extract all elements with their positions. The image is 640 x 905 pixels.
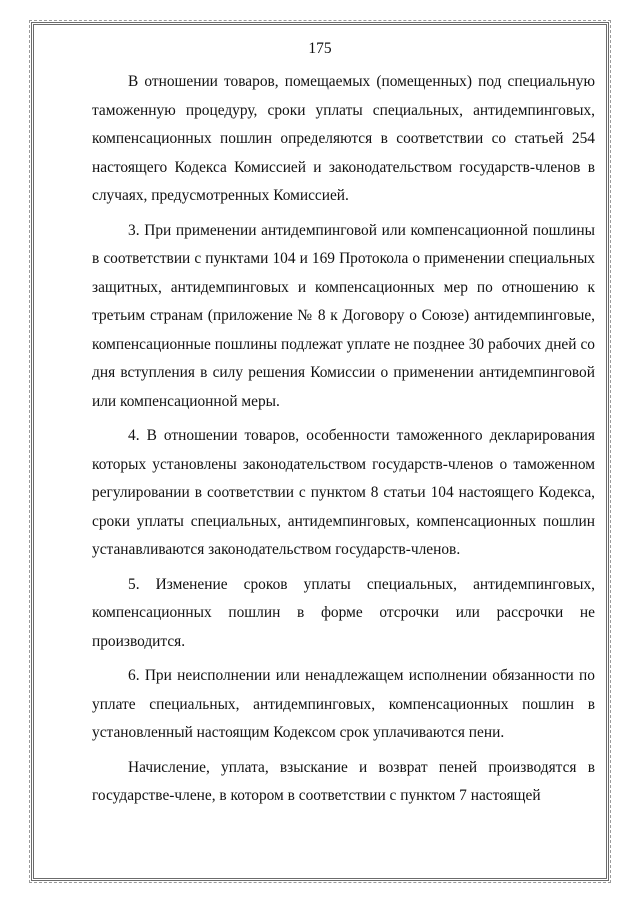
paragraph-penalty-accrual: Начисление, уплата, взыскание и возврат пеней производятся в государстве-члене, в котором в соответствии с пунктом 7 настоящей — [92, 758, 595, 804]
paragraph-item-4: 4. В отношении товаров, особенности таможенного декларирования которых установлены законодательством государств-членов о таможенном регулировании в соответствии с пунктом 8 статьи 104 настоящего Кодекса, сроки уплаты специальных, антидемпинговых, компенсационных пошлин устанавливаются законодательством государств-членов. — [92, 427, 595, 558]
paragraph-item-6: 6. При неисполнении или ненадлежащем исполнении обязанности по уплате специальных, антидемпинговых, компенсационных пошлин в установленный настоящим Кодексом срок уплачиваются пени. — [92, 667, 595, 741]
paragraph-special-procedure: В отношении товаров, помещаемых (помещенных) под специальную таможенную процедуру, сроки уплаты специальных, антидемпинговых, компенсационных пошлин определяются в соответствии со статьей 254 настоящего Кодекса Комиссией и законодательством государств-членов в случаях, предусмотренных Комиссией. — [92, 73, 595, 204]
page-number: 175 — [308, 40, 332, 57]
paragraph-item-5: 5. Изменение сроков уплаты специальных, антидемпинговых, компенсационных пошлин в форме отсрочки или рассрочки не производится. — [92, 575, 595, 650]
document-body — [92, 68, 595, 811]
paragraph-item-3: 3. При применении антидемпинговой или компенсационной пошлины в соответствии с пунктами 104 и 169 Протокола о применении специальных защитных, антидемпинговых и компенсационных мер по отношению к третьим странам (приложение № 8 к Договору о Союзе) антидемпинговые, компенсационные пошлины подлежат уплате не позднее 30 рабочих дней со дня вступления в силу решения Комиссии о применении антидемпинговой или компенсационной меры. — [92, 221, 595, 410]
